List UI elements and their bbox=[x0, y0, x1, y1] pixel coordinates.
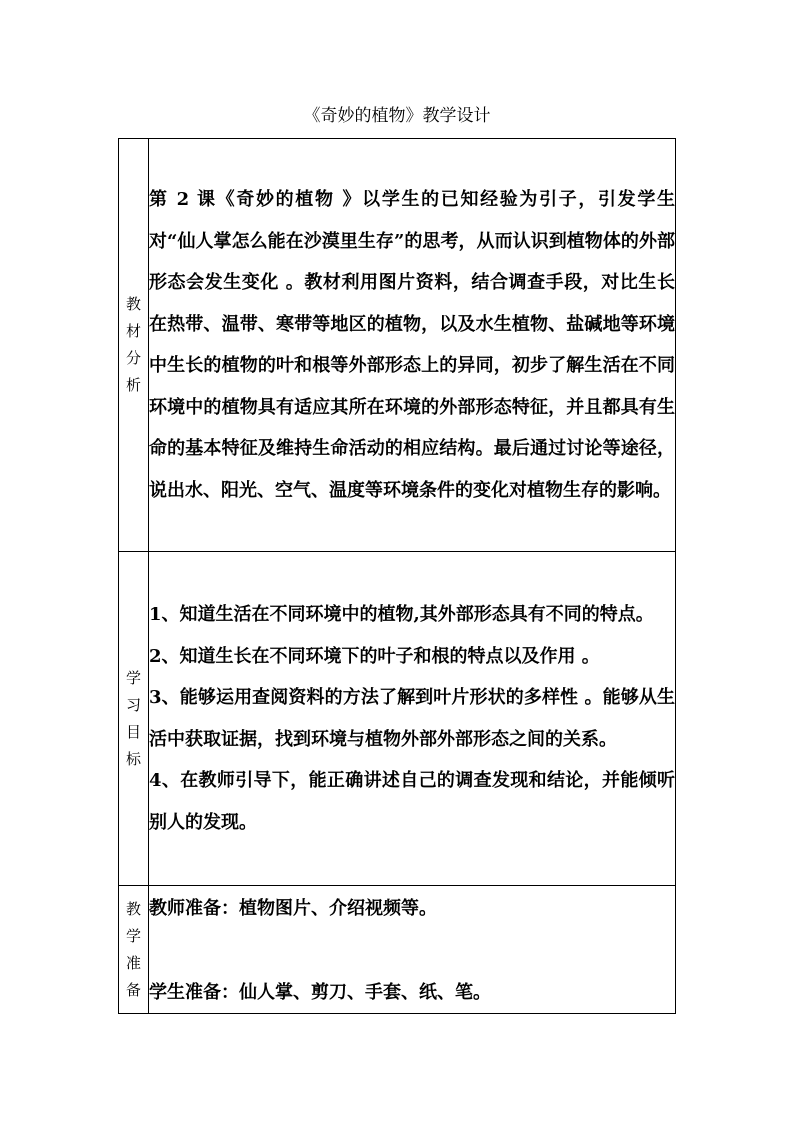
spacer bbox=[149, 930, 675, 972]
teaching-preparation-content bbox=[149, 886, 676, 1014]
label-char: 学 bbox=[125, 668, 141, 687]
goal-item-3: 3、能够运用查阅资料的方法了解到叶片形状的多样性 。能够从生活中获取证据，找到环境与植物外部外部形态之间的关系。 bbox=[149, 687, 675, 750]
goal-item-4: 4、在教师引导下，能正确讲述自己的调查发现和结论，并能倾听别人的发现。 bbox=[149, 770, 675, 833]
label-char: 教 bbox=[125, 295, 141, 313]
label-char: 学 bbox=[125, 926, 141, 945]
label-char: 习 bbox=[125, 695, 141, 714]
material-analysis-content bbox=[149, 139, 676, 552]
label-char: 分 bbox=[125, 349, 141, 367]
label-char: 备 bbox=[125, 980, 141, 999]
goal-item-1: 1、知道生活在不同环境中的植物,其外部形态具有不同的特点。 bbox=[149, 604, 654, 625]
learning-goals-content bbox=[149, 552, 676, 886]
label-char: 目 bbox=[125, 722, 141, 741]
goal-item-2: 2、知道生长在不同环境下的叶子和根的特点以及作用 。 bbox=[149, 645, 600, 667]
row-label-teaching-preparation bbox=[119, 886, 149, 1014]
label-char: 材 bbox=[125, 322, 141, 340]
label-char: 教 bbox=[125, 899, 141, 918]
label-char: 析 bbox=[125, 376, 141, 394]
table-row-material-analysis bbox=[119, 139, 676, 552]
table-row-learning-goals bbox=[119, 552, 676, 886]
label-char: 标 bbox=[125, 749, 141, 768]
lesson-design-table bbox=[118, 138, 676, 1014]
student-preparation: 学生准备：仙人掌、剪刀、手套、纸、笔。 bbox=[149, 981, 491, 1003]
analysis-paragraph: 第 2 课《奇妙的植物 》以学生的已知经验为引子，引发学生对“仙人掌怎么能在沙漠里生存”的思考，从而认识到植物体的外部形态会发生变化 。教材利用图片资料，结合调查手段，对比生长在热带、温带、寒带等地区的植物，以及水生植物、盐碱地等环境中生长的植物的叶和根等外部形态上的异同，初步了解生活在不同环境中的植物具有适应其所在环境的外部形态特征，并且都具有生命的基本特征及维持生命活动的相应结构。最后通过讨论等途径，说出水、阳光、空气、温度等环境条件的变化对植物生存的影响。 bbox=[149, 189, 675, 501]
teacher-preparation: 教师准备：植物图片、介绍视频等。 bbox=[149, 898, 437, 919]
row-label-learning-goals bbox=[119, 552, 149, 886]
table-row-teaching-preparation bbox=[119, 886, 676, 1014]
row-label-material-analysis bbox=[119, 139, 149, 552]
document-title: 《奇妙的植物》教学设计 bbox=[303, 106, 491, 126]
label-char: 准 bbox=[125, 953, 141, 972]
